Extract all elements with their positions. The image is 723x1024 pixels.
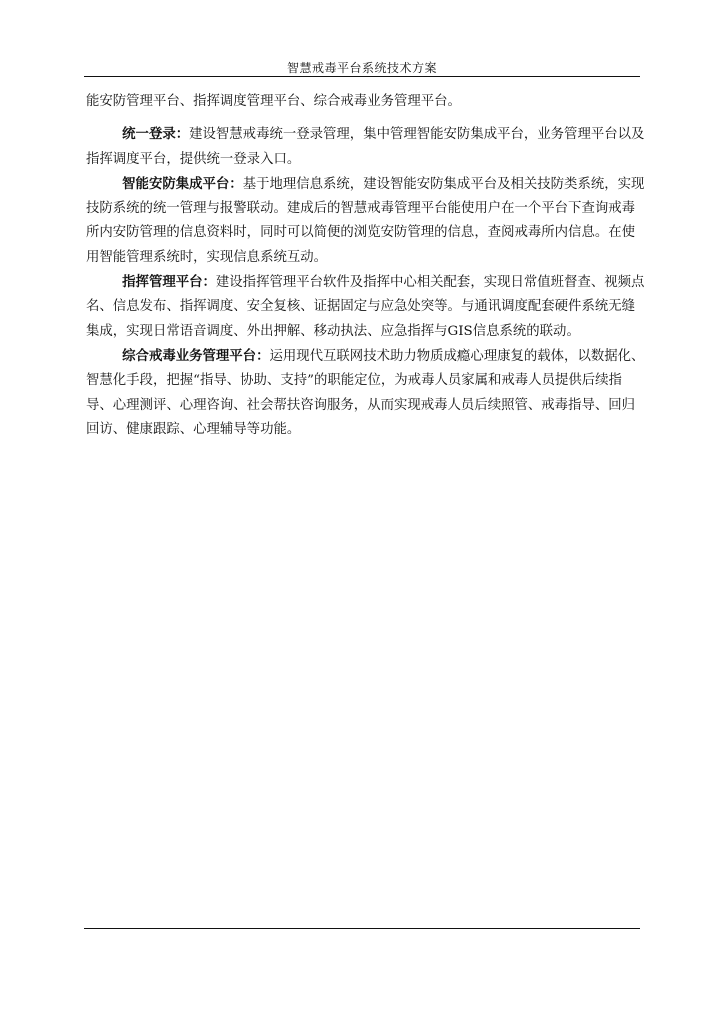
header-divider xyxy=(84,76,640,77)
lead-line: 能安防管理平台、指挥调度管理平台、综合戒毒业务管理平台。 xyxy=(86,94,461,109)
footer-divider xyxy=(84,928,640,929)
term-smart-security-platform: 智能安防集成平台： xyxy=(122,175,243,192)
paragraph-command-platform xyxy=(86,270,648,344)
text-smart-security-platform: 基于地理信息系统，建设智能安防集成平台及相关技防类系统，实现技防系统的统一管理与报警联动。建成后的智慧戒毒管理平台能使用户在一个平台下查询戒毒所内安防管理的信息资料时，同时可以简便的浏览安防管理的信息，查阅戒毒所内信息。在使用智能管理系统时，实现信息系统互动。 xyxy=(86,176,645,265)
text-unified-login: 建设智慧戒毒统一登录管理，集中管理智能安防集成平台，业务管理平台以及指挥调度平台，提供统一登录入口。 xyxy=(86,127,645,167)
document-body xyxy=(86,90,648,442)
term-command-platform: 指挥管理平台： xyxy=(122,274,216,291)
term-rehab-business-platform: 综合戒毒业务管理平台： xyxy=(122,347,270,364)
page-header-title: 智慧戒毒平台系统技术方案 xyxy=(286,61,437,75)
paragraph-unified-login xyxy=(86,122,648,172)
term-unified-login: 统一登录： xyxy=(122,126,190,143)
paragraph-rehab-business-platform xyxy=(86,344,648,442)
text-command-platform: 建设指挥管理平台软件及指挥中心相关配套，实现日常值班督查、视频点名、信息发布、指挥调度、安全复核、证据固定与应急处突等。与通讯调度配套硬件系统无缝集成，实现日常语音调度、外出押解、移动执法、应急指挥与GIS信息系统的联动。 xyxy=(86,275,645,339)
text-rehab-business-platform: 运用现代互联网技术助力物质成瘾心理康复的载体，以数据化、智慧化手段，把握“指导、协助、支持”的职能定位，为戒毒人员家属和戒毒人员提供后续指导、心理测评、心理咨询、社会帮扶咨询服务，从而实现戒毒人员后续照管、戒毒指导、回归回访、健康跟踪、心理辅导等功能。 xyxy=(86,348,645,437)
paragraph-smart-security-platform xyxy=(86,172,648,270)
